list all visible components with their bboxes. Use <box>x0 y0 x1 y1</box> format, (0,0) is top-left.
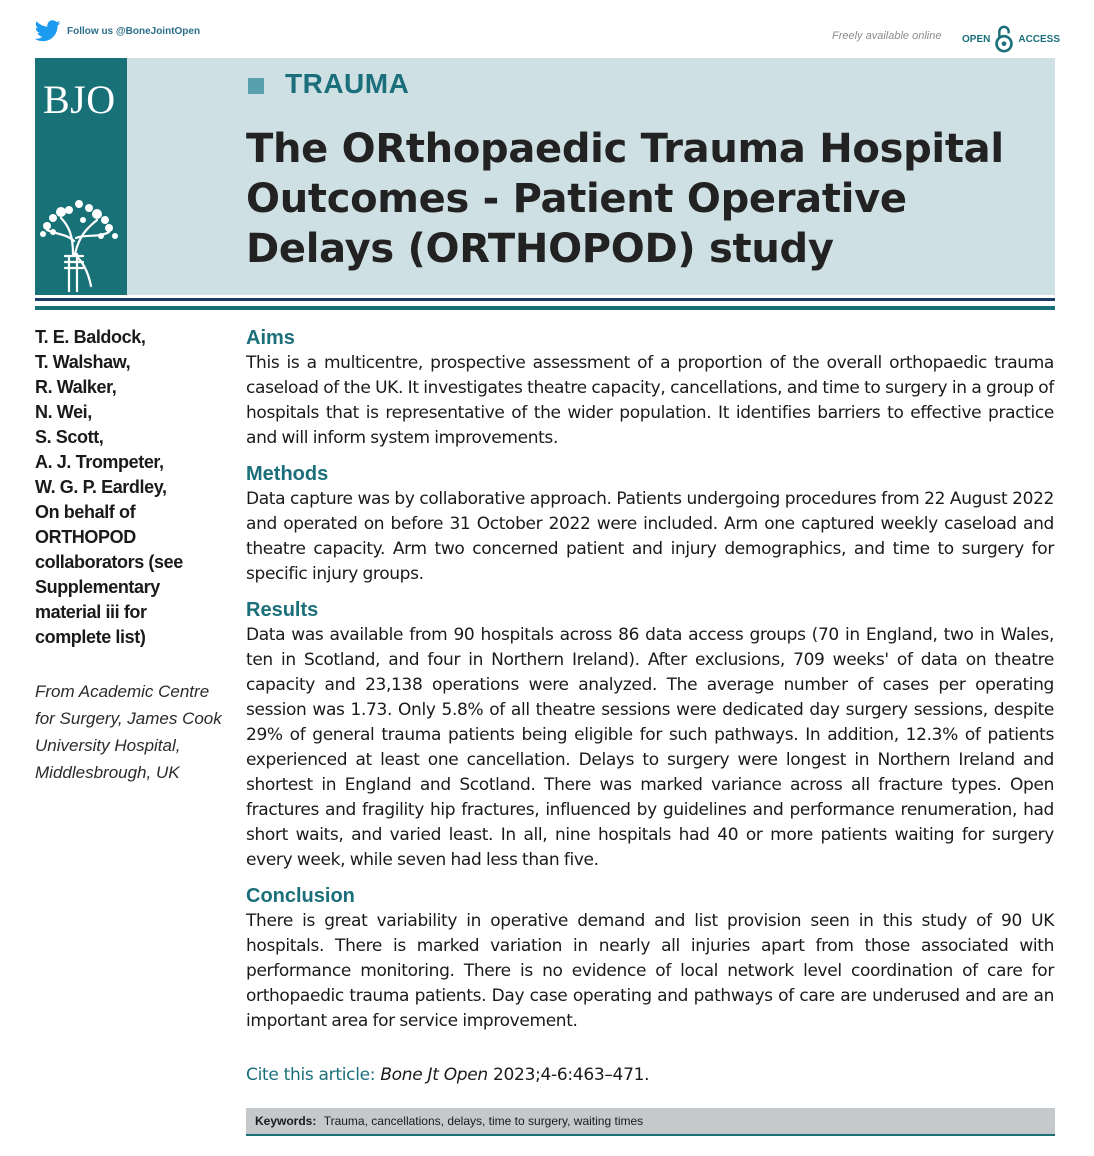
affiliation-line: Middlesbrough, UK <box>35 763 180 782</box>
author-line: T. E. Baldock, <box>35 327 146 347</box>
open-access-left-text: OPEN <box>962 33 991 45</box>
article-header <box>35 58 1055 295</box>
author-line: ORTHOPOD <box>35 527 136 547</box>
keywords-label: Keywords: <box>255 1114 317 1128</box>
availability-note: Freely available online <box>832 30 942 42</box>
author-line: collaborators (see <box>35 552 183 572</box>
methods-heading: Methods <box>246 463 329 485</box>
methods-body: Data capture was by collaborative approach. Patients undergoing procedures from 22 August 2022 and operated on before 31 October 2022 were included. Arm one captured weekly caseload and theatre capacity. Arm two concerned patient and injury demographics, and time to surgery for specific injury groups. <box>246 489 1054 584</box>
twitter-bird-icon <box>35 20 61 42</box>
header-rule-teal <box>35 306 1055 310</box>
author-line: N. Wei, <box>35 402 92 422</box>
results-body: Data was available from 90 hospitals across 86 data access groups (70 in England, two in Wales, ten in Scotland, and four in Northern Ireland). After exclusions, 709 weeks' of data on theatre capacity and 23,138 operations were analyzed. The average number of cases per operating session was 1.73. Only 5.8% of all theatre sessions were dedicated day surgery sessions, despite 29% of general trauma patients being eligible for such pathways. In addition, 12.3% of patients experienced at least one cancellation. Delays to surgery were longest in Northern Ireland and shortest in England and Scotland. There was marked variance across all fracture types. Open fractures and fragility hip fractures, influenced by guidelines and performance renumeration, had short waits, and varied least. In all, nine hospitals had 40 or more patients waiting for surgery every week, while seven had less than five. <box>246 625 1054 870</box>
author-line: material iii for <box>35 602 147 622</box>
header-rule-navy <box>35 298 1055 301</box>
citation-reference: 2023;4-6:463–471. <box>493 1065 650 1085</box>
twitter-follow-link[interactable] <box>35 20 200 42</box>
author-line: Supplementary <box>35 577 160 597</box>
author-line: T. Walshaw, <box>35 352 131 372</box>
abstract <box>246 325 1054 1044</box>
open-access-right-text: ACCESS <box>1018 33 1061 45</box>
author-line: complete list) <box>35 627 146 647</box>
author-line: R. Walker, <box>35 377 117 397</box>
citation <box>246 1063 649 1088</box>
tree-icon <box>39 196 119 292</box>
aims-body: This is a multicentre, prospective assessment of a proportion of the overall orthopaedic trauma caseload of the UK. It investigates theatre capacity, cancellations, and time to surgery in a group of hospitals that is representative of the wider population. It identifies barriers to effective practice and will inform system improvements. <box>246 353 1054 448</box>
affiliation-line: From Academic Centre <box>35 682 210 701</box>
author-line: W. G. P. Eardley, <box>35 477 167 497</box>
conclusion-heading: Conclusion <box>246 885 355 907</box>
affiliation <box>35 678 245 786</box>
article-title: The ORthopaedic Trauma Hospital Outcomes - Patient Operative Delays (ORTHOPOD) study <box>246 126 1004 272</box>
author-list <box>35 325 235 650</box>
section-marker <box>248 78 264 94</box>
citation-journal: Bone Jt Open <box>380 1065 488 1085</box>
keywords-text: Trauma, cancellations, delays, time to surgery, waiting times <box>323 1114 644 1128</box>
section-label: TRAUMA <box>285 68 410 99</box>
citation-label: Cite this article: <box>246 1065 376 1085</box>
keywords-bar <box>246 1108 1055 1136</box>
author-line: S. Scott, <box>35 427 104 447</box>
author-line: On behalf of <box>35 502 136 522</box>
author-line: A. J. Trompeter, <box>35 452 164 472</box>
aims-heading: Aims <box>246 327 295 349</box>
twitter-handle: Follow us @BoneJointOpen <box>67 25 201 37</box>
results-heading: Results <box>246 599 319 621</box>
open-lock-icon <box>993 25 1015 53</box>
open-access-badge <box>962 25 1060 53</box>
affiliation-line: for Surgery, James Cook <box>35 709 222 728</box>
journal-logo <box>35 58 127 295</box>
conclusion-body: There is great variability in operative demand and list provision seen in this study of 90 UK hospitals. There is marked variation in nearly all injuries apart from those associated with performance monitoring. There is no evidence of local network level coordination of care for orthopaedic trauma patients. Day case operating and pathways of care are underused and are an important area for service improvement. <box>246 911 1054 1031</box>
affiliation-line: University Hospital, <box>35 736 181 755</box>
journal-logo-text: BJO <box>43 77 116 122</box>
top-bar <box>0 0 1094 58</box>
